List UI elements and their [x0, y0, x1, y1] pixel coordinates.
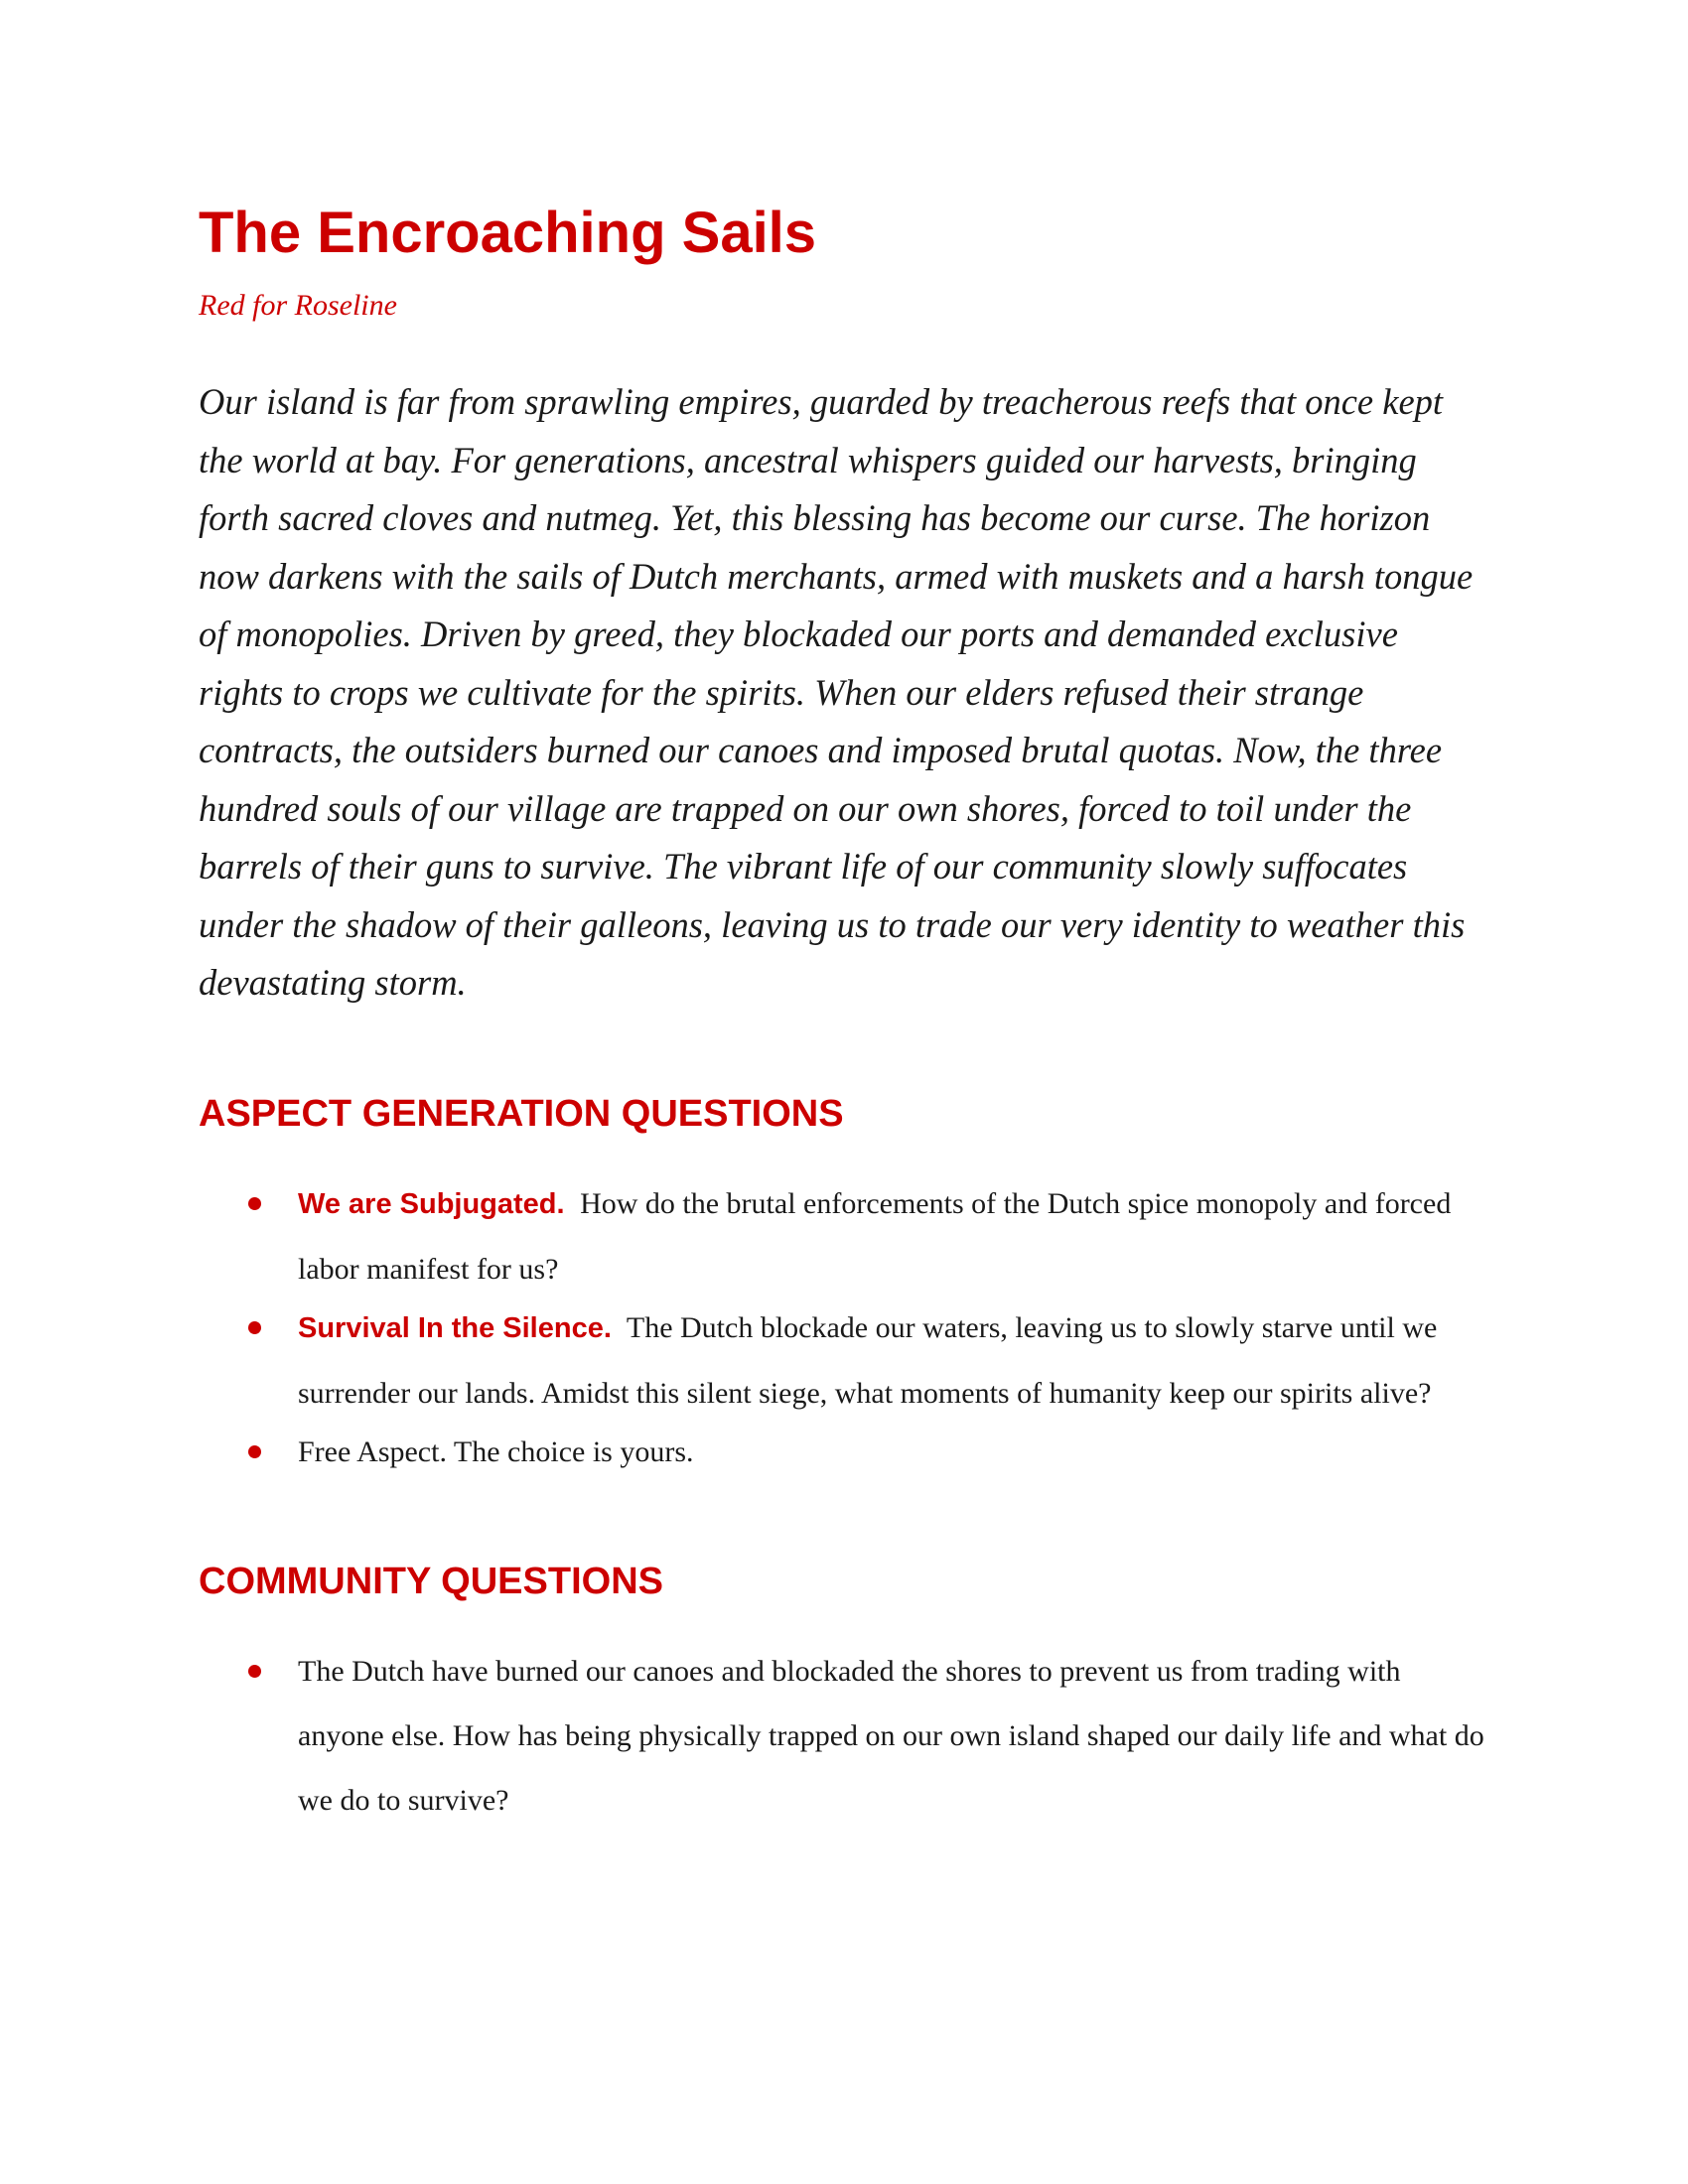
aspect-question-text: How do the brutal enforcements of the Dutch spice monopoly and forced labor manifest for us? — [298, 1186, 1452, 1286]
document-subtitle: Red for Roseline — [199, 289, 397, 322]
aspect-question-list — [199, 1171, 1489, 1484]
community-question-text: The Dutch have burned our canoes and blockaded the shores to prevent us from trading with anyone else. How has being physically trapped on our own island shaped our daily life and what do we do to survive? — [298, 1654, 1484, 1817]
bullet-icon — [248, 1197, 261, 1210]
aspect-question-text: Free Aspect. The choice is yours. — [298, 1434, 694, 1468]
aspect-question-text: The Dutch blockade our waters, leaving us to slowly starve until we surrender our lands. Amidst this silent siege, what moments of humanity keep our spirits alive? — [298, 1310, 1438, 1410]
document-page — [199, 199, 1489, 1833]
intro-paragraph: Our island is far from sprawling empires, guarded by treacherous reefs that once kept the world at bay. For generations, ancestral whispers guided our harvests, bringing forth sacred cloves and nutmeg. Yet, this blessing has become our curse. The horizon now darkens with the sails of Dutch merchants, armed with muskets and a harsh tongue of monopolies. Driven by greed, they blockaded our ports and demanded exclusive rights to crops we cultivate for the spirits. When our elders refused their strange contracts, the outsiders burned our canoes and imposed brutal quotas. Now, the three hundred souls of our village are trapped on our own shores, forced to toil under the barrels of their guns to survive. The vibrant life of our community slowly suffocates under the shadow of their galleons, leaving us to trade our very identity to weather this devastating storm. — [199, 381, 1474, 1003]
bullet-icon — [248, 1445, 261, 1458]
bullet-icon — [248, 1321, 261, 1334]
aspect-question-item — [199, 1171, 1489, 1301]
aspect-question-label: We are Subjugated. — [298, 1187, 565, 1220]
community-question-list — [199, 1639, 1489, 1833]
community-section-heading: COMMUNITY QUESTIONS — [199, 1560, 663, 1602]
community-question-item — [199, 1639, 1489, 1833]
aspect-question-label: Survival In the Silence. — [298, 1311, 612, 1344]
aspect-section-heading: ASPECT GENERATION QUESTIONS — [199, 1092, 844, 1135]
aspect-question-item — [199, 1296, 1489, 1426]
document-title: The Encroaching Sails — [199, 201, 817, 265]
bullet-icon — [248, 1665, 261, 1678]
aspect-question-item — [199, 1420, 1489, 1484]
